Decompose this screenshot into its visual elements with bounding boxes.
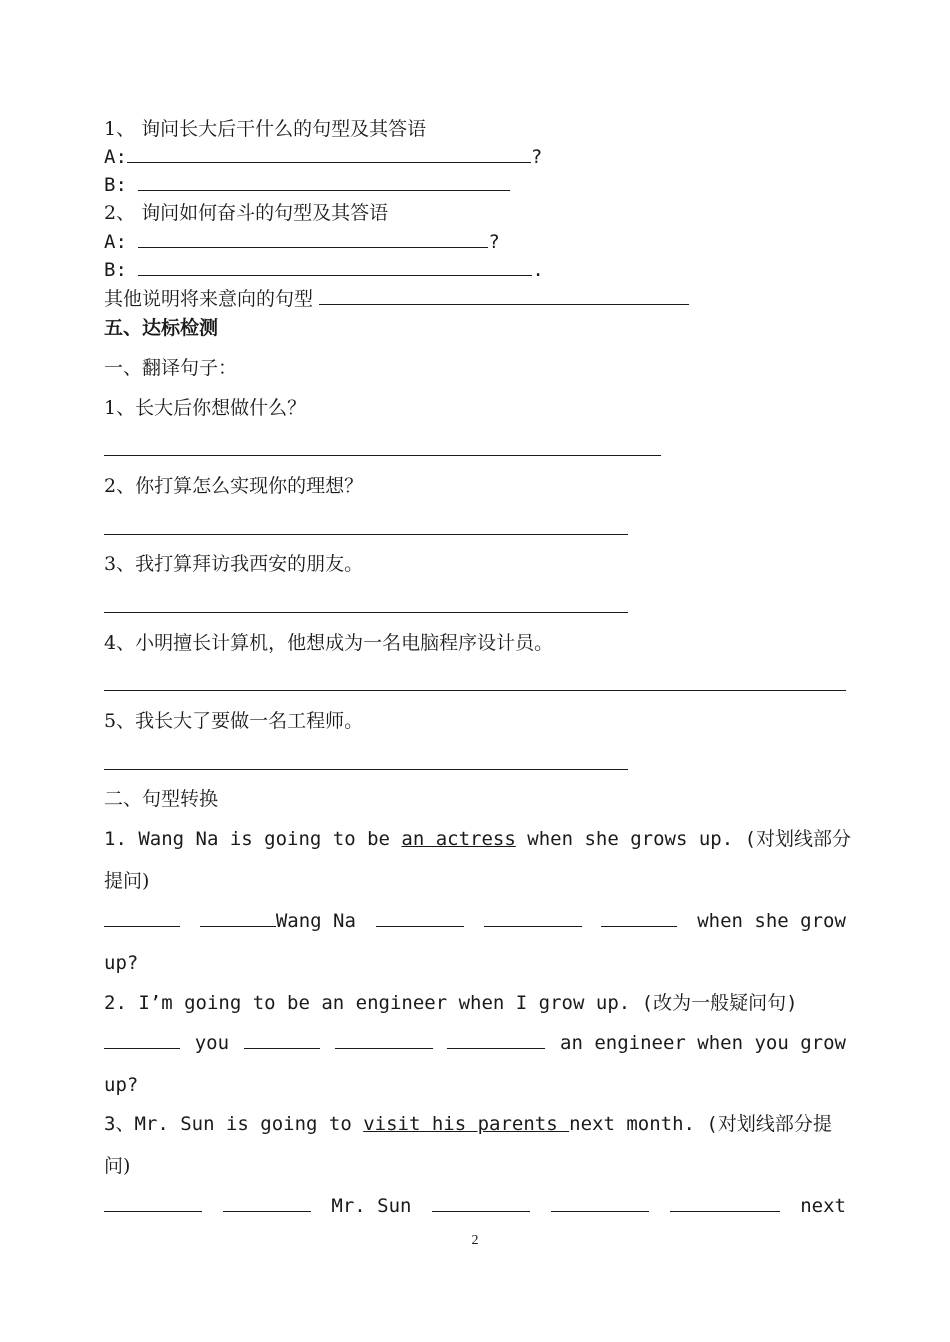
transform-q1-end: up? [104, 952, 139, 974]
blank[interactable] [484, 908, 582, 927]
answer-line[interactable] [104, 534, 628, 535]
part1-title: 一、翻译句子： [104, 357, 238, 379]
blank[interactable] [244, 1030, 320, 1049]
q2-answer-b: B: . [104, 259, 544, 281]
blank[interactable] [447, 1030, 545, 1049]
translate-sentence: 5、我长大了要做一名工程师。 [104, 710, 364, 732]
q1-answer-a: A: ? [104, 146, 543, 168]
answer-line[interactable] [104, 455, 661, 456]
translate-sentence: 1、长大后你想做什么？ [104, 397, 307, 419]
translate-sentence: 3、我打算拜访我西安的朋友。 [104, 553, 364, 575]
answer-line[interactable] [104, 769, 628, 770]
blank[interactable] [432, 1193, 530, 1212]
blank[interactable] [319, 286, 689, 305]
translate-sentence: 4、小明擅长计算机，他想成为一名电脑程序设计员。 [104, 632, 554, 654]
transform-q2-end: up? [104, 1074, 139, 1096]
q2-answer-a: A: ? [104, 231, 500, 253]
underlined-phrase: visit his parents [363, 1113, 570, 1135]
blank[interactable] [223, 1193, 311, 1212]
transform-q3: 3、Mr. Sun is going to visit his parents next month. (对划线部分提 [104, 1113, 832, 1135]
answer-line[interactable] [104, 612, 628, 613]
blank[interactable] [104, 1193, 202, 1212]
blank[interactable] [138, 229, 488, 248]
blank[interactable] [104, 908, 180, 927]
underlined-phrase: an actress [401, 828, 516, 850]
blank[interactable] [104, 1030, 180, 1049]
transform-q1-fill: Wang Na when she grow [104, 908, 846, 934]
fill-segment: Wang Na [200, 908, 356, 934]
blank[interactable] [670, 1193, 780, 1212]
section5-heading: 五、达标检测 [104, 317, 219, 339]
transform-q1-cont: 提问) [104, 870, 150, 892]
blank[interactable] [376, 908, 464, 927]
transform-q1: 1. Wang Na is going to be an actress when she grows up. (对划线部分 [104, 828, 852, 850]
blank[interactable] [601, 908, 677, 927]
blank[interactable] [138, 172, 510, 191]
blank[interactable] [127, 144, 531, 163]
transform-q3-fill: Mr. Sun next [104, 1193, 846, 1219]
q1-answer-b: B: [104, 172, 510, 198]
blank[interactable] [138, 257, 532, 276]
blank[interactable] [200, 908, 276, 927]
other-patterns: 其他说明将来意向的句型 [104, 286, 689, 312]
translate-sentence: 2、你打算怎么实现你的理想？ [104, 475, 364, 497]
blank[interactable] [335, 1030, 433, 1049]
page-number: 2 [471, 1233, 479, 1248]
q1-title: 1、 询问长大后干什么的句型及其答语 [104, 118, 427, 140]
transform-q3-cont: 问) [104, 1155, 131, 1177]
blank[interactable] [551, 1193, 649, 1212]
transform-q2: 2. I’m going to be an engineer when I grow up. (改为一般疑问句) [104, 992, 798, 1014]
transform-q2-fill: you an engineer when you grow [104, 1030, 846, 1056]
q2-title: 2、 询问如何奋斗的句型及其答语 [104, 202, 389, 224]
answer-line[interactable] [104, 690, 846, 691]
part2-title: 二、句型转换 [104, 788, 219, 810]
